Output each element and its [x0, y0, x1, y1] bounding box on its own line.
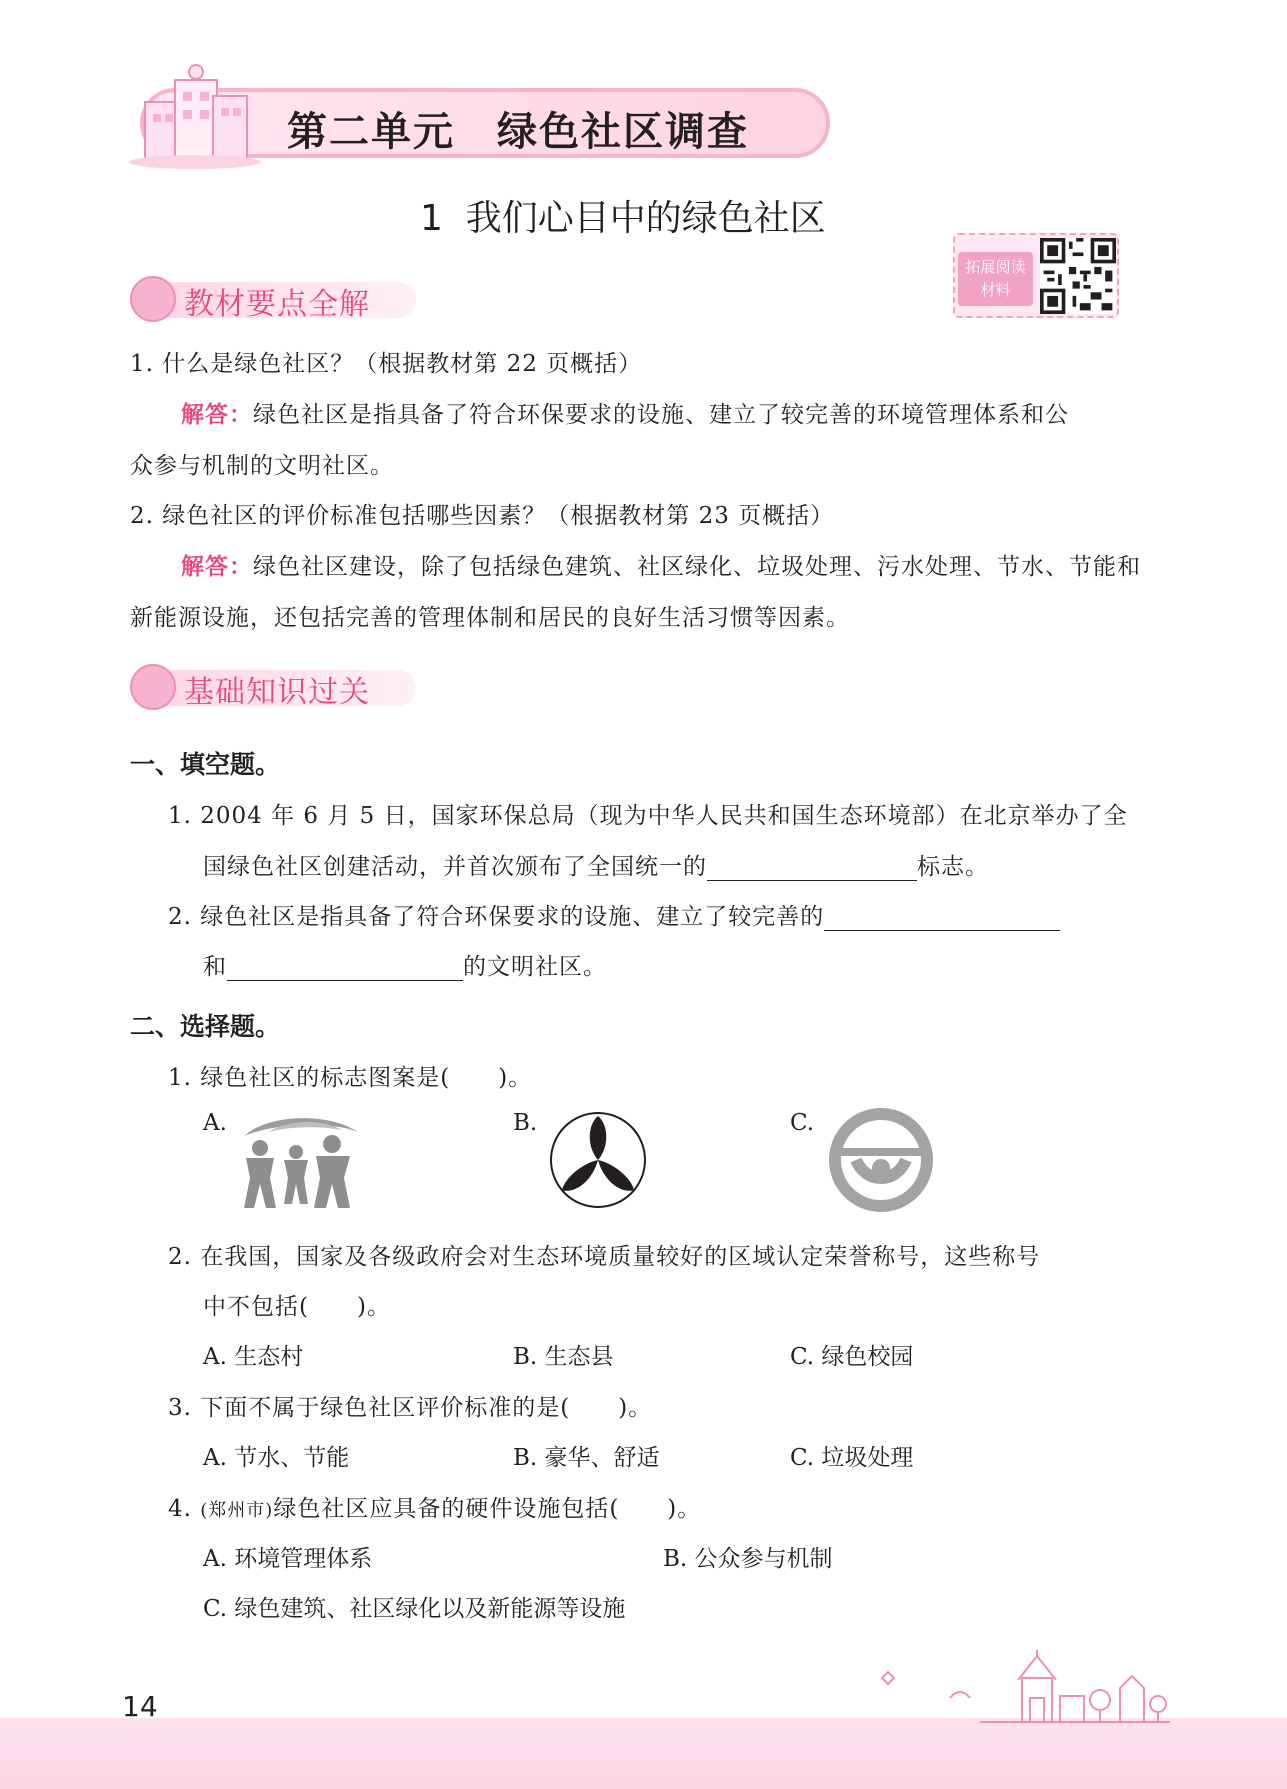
key-q1: 1. 什么是绿色社区？（根据教材第 22 页概括）	[130, 351, 643, 377]
green-mark-logo-icon[interactable]	[826, 1108, 936, 1212]
answer-blank[interactable]	[824, 904, 1060, 931]
answer-blank[interactable]	[707, 854, 917, 881]
unit-title: 第二单元 绿色社区调查	[287, 108, 749, 155]
choice-q4-option-b[interactable]: B. 公众参与机制	[663, 1546, 833, 1572]
fill-q2-text-end: 的文明社区。	[463, 954, 607, 980]
page-number: 14	[122, 1690, 158, 1723]
key-a2-line2: 新能源设施，还包括完善的管理体制和居民的良好生活习惯等因素。	[130, 605, 850, 631]
choice-q1-option-b[interactable]: B.	[513, 1110, 538, 1136]
key-a1-line2: 众参与机制的文明社区。	[130, 453, 394, 479]
choice-q4	[168, 1490, 701, 1523]
choice-q4-option-a[interactable]: A. 环境管理体系	[203, 1546, 373, 1572]
people-leaf-logo-icon[interactable]	[238, 1108, 362, 1210]
book-icon	[130, 276, 176, 322]
fill-q2-text-and: 和	[203, 954, 227, 980]
key-q2: 2. 绿色社区的评价标准包括哪些因素？（根据教材第 23 页概括）	[130, 503, 835, 529]
choice-q1-option-c[interactable]: C.	[790, 1110, 815, 1136]
choice-q3: 3. 下面不属于绿色社区评价标准的是( )。	[168, 1395, 653, 1421]
choice-q2-option-b[interactable]: B. 生态县	[513, 1344, 614, 1370]
section-title: 教材要点全解	[184, 287, 370, 322]
lesson-title: 1 我们心目中的绿色社区	[420, 198, 826, 239]
answer-label: 解答：	[181, 402, 253, 428]
fill-q2-line2	[203, 948, 607, 981]
fill-q2-text: 2. 绿色社区是指具备了符合环保要求的设施、建立了较完善的	[168, 904, 825, 930]
building-illustration-icon	[125, 62, 265, 170]
section-title: 基础知识过关	[184, 675, 370, 710]
three-petal-logo-icon[interactable]	[548, 1110, 648, 1210]
fill-heading: 一、填空题。	[130, 750, 281, 779]
choice-q3-option-a[interactable]: A. 节水、节能	[203, 1445, 350, 1471]
key-a1-line1	[181, 396, 1069, 429]
q4-text: 绿色社区应具备的硬件设施包括( )。	[273, 1496, 702, 1522]
choice-q4-option-c[interactable]: C. 绿色建筑、社区绿化以及新能源等设施	[203, 1596, 626, 1622]
town-illustration-icon	[880, 1648, 1170, 1724]
q4-region-tag: (郑州市)	[200, 1500, 274, 1521]
student-icon	[130, 664, 176, 710]
fill-q1-text-end: 标志。	[917, 854, 989, 880]
choice-q2-line1: 2. 在我国，国家及各级政府会对生态环境质量较好的区域认定荣誉称号，这些称号	[168, 1244, 1041, 1270]
footer-band	[0, 1718, 1287, 1789]
choice-q3-option-c[interactable]: C. 垃圾处理	[790, 1445, 914, 1471]
q4-number: 4.	[168, 1496, 192, 1522]
qr-code-icon[interactable]	[1040, 238, 1116, 314]
answer-label: 解答：	[181, 554, 253, 580]
fill-q1-line2	[203, 848, 989, 881]
qr-label-line1: 拓展阅读	[965, 258, 1026, 276]
fill-q1-text: 国绿色社区创建活动，并首次颁布了全国统一的	[203, 854, 707, 880]
answer-text: 绿色社区建设，除了包括绿色建筑、社区绿化、垃圾处理、污水处理、节水、节能和	[253, 554, 1141, 580]
answer-blank[interactable]	[227, 954, 463, 981]
choice-q3-option-b[interactable]: B. 豪华、舒适	[513, 1445, 660, 1471]
qr-label-line2: 材料	[980, 281, 1011, 299]
fill-q1-line1: 1. 2004 年 6 月 5 日，国家环保总局（现为中华人民共和国生态环境部）在北京举办了全	[168, 803, 1128, 829]
choice-q2-line2: 中不包括( )。	[203, 1294, 391, 1320]
key-a2-line1	[181, 548, 1141, 581]
choice-q1: 1. 绿色社区的标志图案是( )。	[168, 1065, 533, 1091]
choice-q2-option-a[interactable]: A. 生态村	[203, 1344, 304, 1370]
fill-q2-line1	[168, 898, 1060, 931]
answer-text: 绿色社区是指具备了符合环保要求的设施、建立了较完善的环境管理体系和公	[253, 402, 1069, 428]
choice-q1-option-a[interactable]: A.	[203, 1110, 227, 1136]
choice-heading: 二、选择题。	[130, 1012, 281, 1041]
qr-label	[958, 252, 1033, 306]
choice-q2-option-c[interactable]: C. 绿色校园	[790, 1344, 914, 1370]
